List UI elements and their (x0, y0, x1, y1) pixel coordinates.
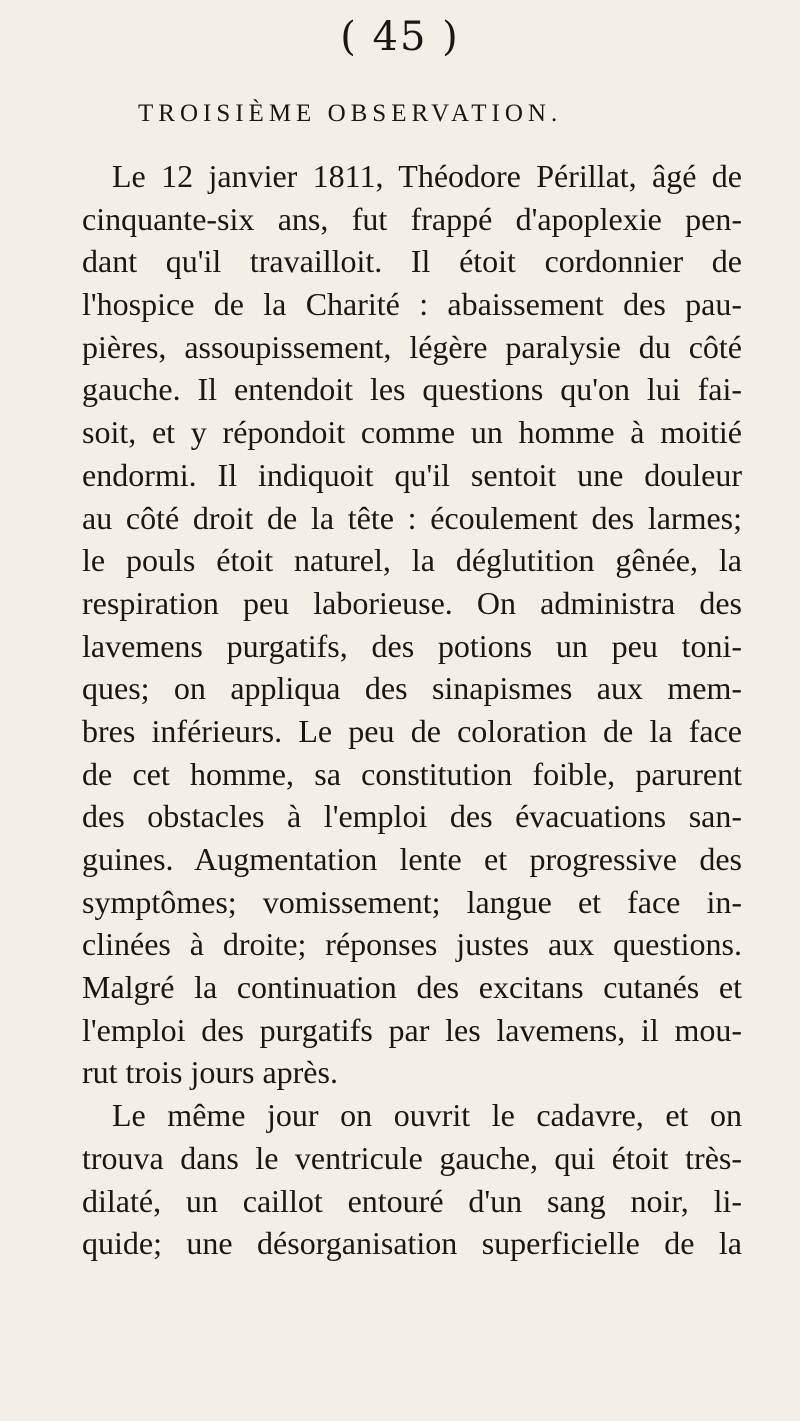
text-line: des obstacles à l'emploi des évacuations san- (82, 798, 742, 835)
text-line: Malgré la continuation des excitans cutanés et (82, 969, 742, 1006)
text-line: ques; on appliqua des sinapismes aux mem- (82, 670, 742, 707)
text-line: symptômes; vomissement; langue et face in- (82, 883, 742, 920)
text-line: bres inférieurs. Le peu de coloration de la face (82, 712, 742, 749)
text-line: endormi. Il indiquoit qu'il sentoit une douleur (82, 456, 742, 493)
text-line: soit, et y répondoit comme un homme à moitié (82, 414, 742, 451)
text-line: de cet homme, sa constitution foible, parurent (82, 755, 742, 792)
text-line: Le même jour on ouvrit le cadavre, et on (112, 1097, 742, 1134)
text-line: guines. Augmentation lente et progressive des (82, 841, 742, 877)
text-line: gauche. Il entendoit les questions qu'on lui fai- (82, 371, 742, 408)
text-line: Le 12 janvier 1811, Théodore Périllat, âgé de (112, 158, 742, 194)
text-line: au côté droit de la tête : écoulement des larmes; (82, 499, 742, 536)
page-number: ( 45 ) (340, 14, 460, 60)
text-line: dilaté, un caillot entouré d'un sang noir, li- (82, 1182, 742, 1219)
text-line: pières, assoupissement, légère paralysie du côté (82, 328, 742, 365)
body-text (82, 155, 742, 1265)
text-line: l'emploi des purgatifs par les lavemens, il mou- (82, 1011, 742, 1048)
text-line: rut trois jours après. (82, 1054, 338, 1091)
text-line: le pouls étoit naturel, la déglutition gênée, la (82, 542, 742, 579)
text-line: cinquante-six ans, fut frappé d'apoplexie pen- (82, 200, 742, 237)
text-line: respiration peu laborieuse. On administra des (82, 584, 742, 621)
text-line: quide; une désorganisation superficielle de la (82, 1225, 742, 1262)
section-heading: TROISIÈME OBSERVATION. (138, 100, 563, 127)
text-line: trouva dans le ventricule gauche, qui étoit très- (82, 1139, 742, 1176)
text-line: lavemens purgatifs, des potions un peu toni- (82, 627, 742, 664)
text-line: l'hospice de la Charité : abaissement des pau- (82, 286, 742, 323)
text-line: dant qu'il travailloit. Il étoit cordonnier de (82, 243, 742, 280)
text-line: clinées à droite; réponses justes aux questions. (82, 926, 742, 963)
